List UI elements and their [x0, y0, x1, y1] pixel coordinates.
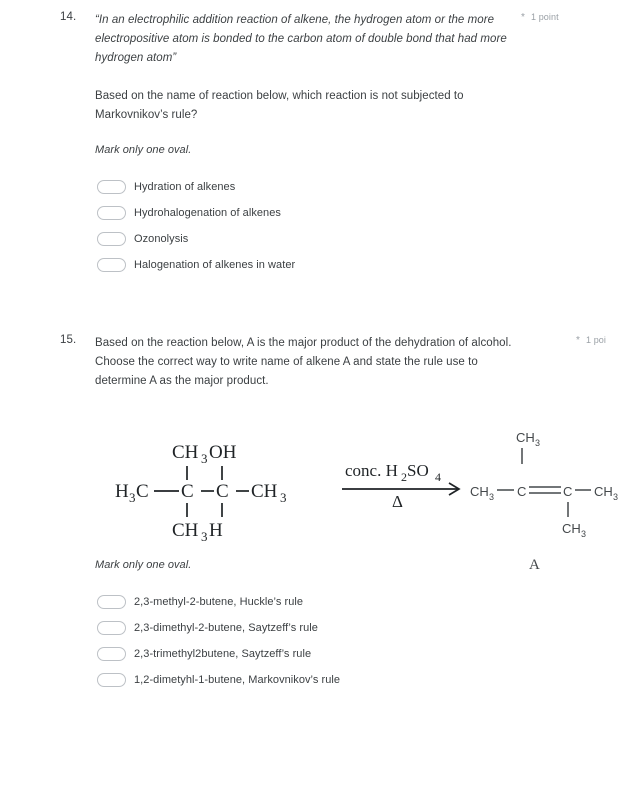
- product-label-a: A: [529, 557, 540, 573]
- option-label: 2,3-trimethyl2butene, Saytzeff’s rule: [134, 648, 312, 660]
- product-c2: C: [563, 484, 573, 499]
- option-row[interactable]: [97, 667, 340, 693]
- condition-above-text: conc. H: [345, 461, 398, 480]
- option-row[interactable]: [97, 252, 295, 278]
- question-14-options: [97, 174, 295, 278]
- question-14-number: 14.: [60, 11, 77, 23]
- question-14-body: [95, 11, 520, 156]
- reactant-top-left-sub: 3: [201, 451, 208, 466]
- product-c1: C: [517, 484, 527, 499]
- radio-oval-icon[interactable]: [97, 232, 126, 246]
- reactant-bottom-left-sub: 3: [201, 529, 208, 544]
- reactant-left-sub: 3: [129, 490, 136, 505]
- question-15-body: [95, 334, 520, 391]
- question-15-points-label: 1 poi: [586, 335, 607, 345]
- option-label: Hydration of alkenes: [134, 181, 236, 193]
- option-label: Hydrohalogenation of alkenes: [134, 207, 281, 219]
- radio-oval-icon[interactable]: [97, 258, 126, 272]
- radio-oval-icon[interactable]: [97, 621, 126, 635]
- question-15-points: [576, 335, 606, 346]
- condition-below-delta: Δ: [392, 492, 403, 511]
- radio-oval-icon[interactable]: [97, 673, 126, 687]
- product-top-sub: 3: [535, 438, 541, 448]
- option-label: 2,3-dimethyl-2-butene, Saytzeff’s rule: [134, 622, 318, 634]
- product-bottom-ch: CH: [562, 521, 581, 536]
- reactant-bottom-left-ch: CH: [172, 520, 199, 541]
- question-15-instruction: Mark only one oval.: [95, 559, 192, 571]
- product-top-ch: CH: [516, 430, 535, 445]
- reactant-center-left-c: C: [181, 481, 194, 502]
- reactant-top-left-ch: CH: [172, 442, 199, 463]
- reactant-bottom-right-h: H: [209, 520, 223, 541]
- product-left-ch: CH: [470, 484, 489, 499]
- option-row[interactable]: [97, 641, 340, 667]
- question-14-points-label: 1 point: [531, 12, 559, 22]
- product-right-ch: CH: [594, 484, 613, 499]
- option-row[interactable]: [97, 174, 295, 200]
- option-row[interactable]: [97, 615, 340, 641]
- question-14-quote: “In an electrophilic addition reaction of alkene, the hydrogen atom or the more electropositive atom is bonded to the carbon atom of double bond that had more hydrogen atom”: [95, 14, 507, 64]
- required-asterisk-icon: *: [521, 12, 525, 23]
- condition-above-sub: 2: [401, 470, 407, 484]
- option-label: Halogenation of alkenes in water: [134, 259, 296, 271]
- option-label: 2,3-methyl-2-butene, Huckle’s rule: [134, 596, 304, 608]
- reactant-left-h: H: [115, 481, 129, 502]
- option-label: Ozonolysis: [134, 233, 189, 245]
- question-14-prompt: Based on the name of reaction below, which reaction is not subjected to Markovnikov’s rule?: [95, 90, 464, 121]
- product-bottom-sub: 3: [581, 529, 587, 539]
- question-15-number: 15.: [60, 334, 77, 346]
- radio-oval-icon[interactable]: [97, 647, 126, 661]
- reactant-left-c: C: [136, 481, 149, 502]
- product-left-sub: 3: [489, 492, 495, 502]
- reactant-right-sub: 3: [280, 490, 287, 505]
- required-asterisk-icon: *: [576, 335, 580, 346]
- option-row[interactable]: [97, 589, 340, 615]
- radio-oval-icon[interactable]: [97, 180, 126, 194]
- option-row[interactable]: [97, 200, 295, 226]
- reactant-center-right-c: C: [216, 481, 229, 502]
- question-15-prompt: Based on the reaction below, A is the major product of the dehydration of alcohol. Choose the correct way to write name of alkene A and state the rule use to determine A as the major product.: [95, 337, 512, 387]
- radio-oval-icon[interactable]: [97, 595, 126, 609]
- option-row[interactable]: [97, 226, 295, 252]
- option-label: 1,2-dimetyhl-1-butene, Markovnikov’s rule: [134, 674, 341, 686]
- question-14-instruction: Mark only one oval.: [95, 144, 192, 156]
- reactant-top-right-oh: OH: [209, 442, 237, 463]
- question-15-instruction-wrap: [95, 559, 520, 571]
- radio-oval-icon[interactable]: [97, 206, 126, 220]
- condition-above-sub-2: 4: [435, 470, 441, 484]
- product-right-sub: 3: [613, 492, 619, 502]
- question-15-options: [97, 589, 340, 693]
- reactant-right-ch: CH: [251, 481, 278, 502]
- condition-above-text-2: SO: [407, 461, 429, 480]
- question-14-points: [521, 12, 559, 23]
